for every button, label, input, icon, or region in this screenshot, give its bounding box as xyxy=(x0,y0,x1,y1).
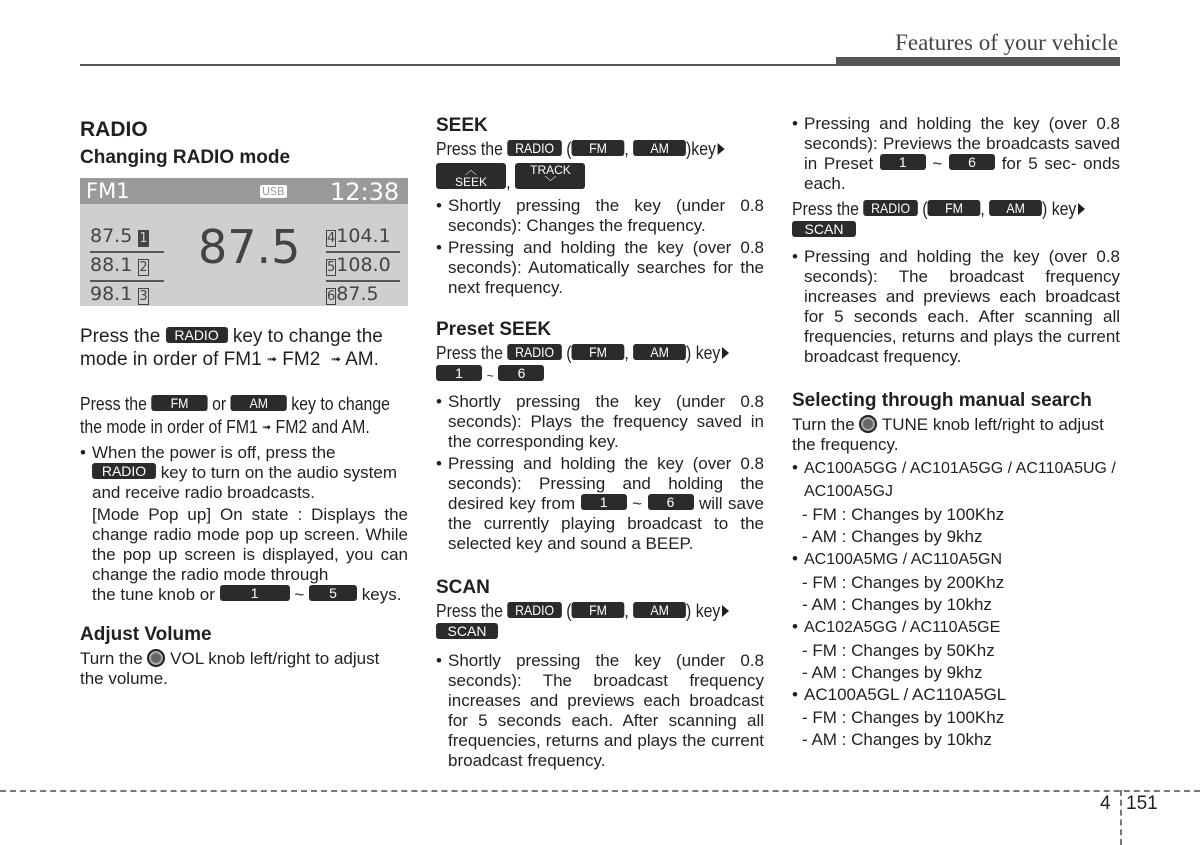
preset-key-5: 5 xyxy=(309,585,357,601)
seek-bullet-2: • Pressing and holding the key (over 0.8 seconds): Automatically searches for the next frequency. xyxy=(436,238,764,298)
am-key: AM xyxy=(989,200,1042,216)
footer-divider xyxy=(1120,790,1122,845)
scan-key: SCAN xyxy=(792,221,856,237)
display-presets-right: 4104.1 5108.0 687.5 xyxy=(326,224,400,309)
chapter-number: 4 xyxy=(1100,793,1111,814)
scan-key: SCAN xyxy=(436,623,498,639)
preset-key-1: 1 xyxy=(436,365,482,381)
am-key: AM xyxy=(633,344,686,360)
radio-key: RADIO xyxy=(863,200,918,216)
model-list: • AC100A5GG / AC101A5GG / AC110A5UG / AC100A5GJ - FM : Changes by 100Khz - AM : Changes by 9khz • AC100A5MG / AC110A5GN - FM : Changes by 200Khz - AM : Changes by 10khz • AC102A5GG / AC110A5GE - FM : Changes by 50Khz - AM : Changes by 9khz • AC100A5GL / AC110A5GL - FM : Changes by 100Khz - AM : Changes by 10khz xyxy=(792,457,1120,751)
preset-key-6: 6 xyxy=(648,494,694,510)
radio-key: RADIO xyxy=(507,602,562,618)
model-item: • AC102A5GG / AC110A5GE xyxy=(792,616,1120,639)
seek-bullet-1: • Shortly pressing the key (under 0.8 seconds): Changes the frequency. xyxy=(436,196,764,236)
display-usb-badge: USB xyxy=(262,185,285,198)
radio-key: RADIO xyxy=(92,463,156,479)
arrow-right-icon xyxy=(722,347,729,359)
scan-bullet-2: • Pressing and holding the key (over 0.8 seconds): The broadcast frequency increases and previews each broadcast for 5 seconds each. After scanning all frequencies, returns and plays the current broadcast frequency. xyxy=(792,247,1120,367)
arrow-right-icon xyxy=(718,143,725,155)
power-off-bullet: • When the power is off, press the RADIO key to turn on the audio system and receive radio broadcasts. [Mode Pop up] On state : Displays the change radio mode pop up screen. While the pop up screen is displayed, you can change the radio mode through the tune knob or 1 ~ 5 keys. xyxy=(80,443,408,605)
fm-key: FM xyxy=(572,344,625,360)
preset-key-6: 6 xyxy=(949,154,995,170)
fm-key: FM xyxy=(151,395,207,411)
header-rule-bar xyxy=(836,57,1120,66)
arrow-right-icon xyxy=(1078,203,1085,215)
arrow-right-icon xyxy=(722,605,729,617)
subsection-title-changing-mode: Changing RADIO mode xyxy=(80,147,291,168)
preset-key-1: 1 xyxy=(581,494,627,510)
column-3: • Pressing and holding the key (over 0.8 seconds): Previews the broadcasts saved in Preset 1 ~ 6 for 5 sec- onds each. Press the RADIO ( FM , AM ) key SCAN • Pressing and holding the key (over 0.8 seconds): The broadcast frequency increases and previews each broadcast for 5 seconds each. After scanning all frequencies, returns and plays the current broadcast frequency. Selecting through manual search Turn the TUNE knob left/right to adjust the frequency. • AC100A5GG / AC101A5GG / AC110A5UG / AC100A5GJ - FM : Changes by 100Khz - AM : Changes by 9khz • AC100A5MG / AC110A5GN - FM : Changes by 200Khz - AM : Changes by 10khz • AC102A5GG / AC110A5GE - FM : Changes by 50Khz - AM : Changes by 9khz • AC100A5GL / AC110A5GL - FM : Changes by 100Khz - AM : Changes by 10khz xyxy=(792,114,1120,751)
header-rule xyxy=(80,64,836,66)
scan-bullet-1: • Shortly pressing the key (under 0.8 seconds): The broadcast frequency increases and previews each broadcast for 5 seconds each. After scanning all frequencies, returns and plays the current broadcast frequency. xyxy=(436,651,764,771)
seek-key: ︿ SEEK xyxy=(436,163,506,189)
model-item: • AC100A5MG / AC110A5GN xyxy=(792,548,1120,571)
page-number: 151 xyxy=(1126,793,1158,814)
display-mode: FM1 xyxy=(86,179,130,203)
radio-key: RADIO xyxy=(507,344,562,360)
page-header-title: Features of your vehicle xyxy=(895,30,1118,55)
display-presets-left: 87.5 1 88.1 2 98.1 3 xyxy=(90,224,164,309)
press-radio-text: Press the RADIO key to change the mode in order of FM1 ➟ FM2 ➟ AM. xyxy=(80,326,383,370)
track-key: TRACK ﹀ xyxy=(515,163,585,189)
preset-key-1: 1 xyxy=(220,585,290,601)
model-item: • AC100A5GG / AC101A5GG / AC110A5UG / AC100A5GJ xyxy=(792,457,1120,503)
radio-display-figure xyxy=(80,178,408,306)
subsection-title-scan: SCAN xyxy=(436,577,490,598)
model-item: • AC100A5GL / AC110A5GL xyxy=(792,684,1120,706)
tune-knob-icon xyxy=(859,415,877,433)
preset-key-6: 6 xyxy=(498,365,544,381)
column-1 xyxy=(80,114,408,170)
subsection-title-adjust-volume: Adjust Volume xyxy=(80,624,212,645)
fm-key: FM xyxy=(928,200,981,216)
press-fm-am-text: Press the FM or AM key to change the mode in order of FM1 ➟ FM2 and AM. xyxy=(80,394,390,437)
vol-knob-icon xyxy=(147,649,165,667)
subsection-title-manual-search: Selecting through manual search xyxy=(792,390,1092,411)
am-key: AM xyxy=(633,140,686,156)
preset-key-1: 1 xyxy=(880,154,926,170)
radio-key: RADIO xyxy=(507,140,562,156)
display-frequency: 87.5 xyxy=(198,220,301,274)
preset-bullet-1: • Shortly pressing the key (under 0.8 seconds): Plays the frequency saved in the corresponding key. xyxy=(436,392,764,452)
footer-rule xyxy=(0,790,1200,792)
fm-key: FM xyxy=(572,140,625,156)
column-1-body: Press the RADIO key to change the mode in order of FM1 ➟ FM2 ➟ AM. Press the FM or AM key to change the mode in order of FM1 ➟ FM2 and AM. • When the power is off, press the RADIO key to turn on the audio system and receive radio broadcasts. [Mode Pop up] On state : Displays the change radio mode pop up screen. While the pop up screen is displayed, you can change the radio mode through the tune knob or 1 ~ 5 keys. Adjust Volume Turn the VOL knob left/right to adjust the volume. xyxy=(80,326,408,689)
subsection-title-seek: SEEK xyxy=(436,115,488,136)
fm-key: FM xyxy=(572,602,625,618)
preset-scan-bullet: • Pressing and holding the key (over 0.8 seconds): Previews the broadcasts saved in Preset 1 ~ 6 for 5 sec- onds each. xyxy=(792,114,1120,194)
section-title-radio: RADIO xyxy=(80,118,148,141)
am-key: AM xyxy=(633,602,686,618)
preset-bullet-2: • Pressing and holding the key (over 0.8 seconds): Pressing and holding the desired key from 1 ~ 6 will save the currently playing broadcast to the selected key and sound a BEEP. xyxy=(436,454,764,554)
display-clock: 12:38 xyxy=(330,178,400,206)
am-key: AM xyxy=(231,395,287,411)
column-2: SEEK Press the RADIO ( FM , AM )key ︿ SEEK , TRACK ﹀ • Shortly pressing the key (under 0.8 seconds): Changes the frequency. • Pressing and holding the key (over 0.8 seconds): Automatically searches for the next frequency. Preset SEEK Press the RADIO ( FM , AM ) key 1 ~ 6 • Shortly pressing the key (under 0.8 seconds): Plays the frequency saved in the corresponding key. • Pressing and holding the key (over 0.8 seconds): Pressing and holding the desired key from 1 ~ 6 will save the currently playing broadcast to the selected key and sound a BEEP. SCAN Press the RADIO ( FM , AM ) key SCAN • Shortly pressing the key (under 0.8 seconds): The broadcast frequency increases and previews each broadcast for 5 seconds each. After scanning all frequencies, returns and plays the current broadcast frequency. xyxy=(436,114,764,771)
radio-key: RADIO xyxy=(166,327,228,343)
subsection-title-preset-seek: Preset SEEK xyxy=(436,319,552,340)
